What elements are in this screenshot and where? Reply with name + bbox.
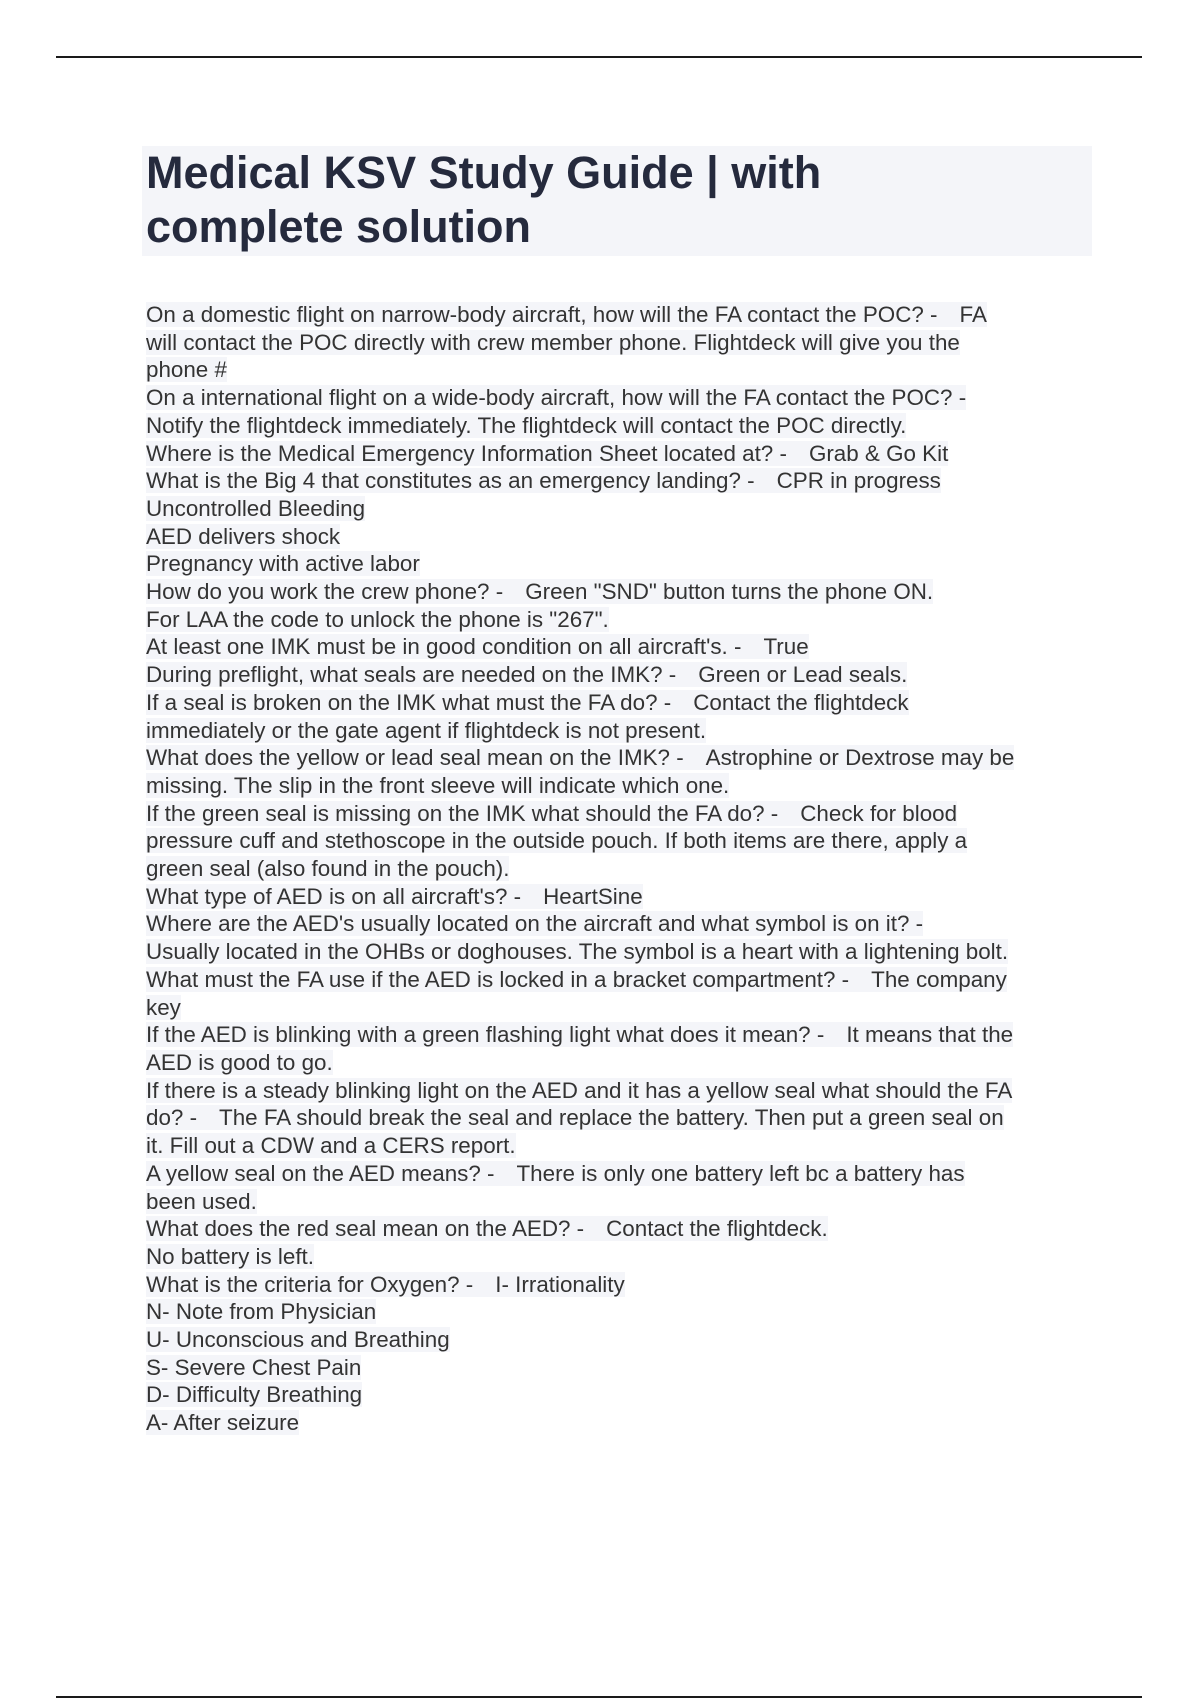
study-guide-body <box>146 301 1090 1437</box>
title-block <box>142 146 1092 256</box>
qa-line: On a domestic flight on narrow-body aircraft, how will the FA contact the POC? - FA <box>146 302 987 327</box>
qa-line: Usually located in the OHBs or doghouses. The symbol is a heart with a lightening bolt. <box>146 939 1009 965</box>
qa-line: Uncontrolled Bleeding <box>146 495 366 521</box>
qa-line: No battery is left. <box>146 1243 314 1269</box>
qa-line: key <box>146 994 181 1020</box>
answer-text: Check for blood <box>800 800 958 826</box>
qa-line: On a international flight on a wide-body aircraft, how will the FA contact the POC? - <box>146 385 967 411</box>
qa-line: U- Unconscious and Breathing <box>146 1327 450 1353</box>
answer-text: HeartSine <box>543 883 643 909</box>
qa-line: For LAA the code to unlock the phone is "267". <box>146 606 609 632</box>
qa-line: Pregnancy with active labor <box>146 551 420 577</box>
qa-line: Where is the Medical Emergency Information Sheet located at? - Grab & Go Kit <box>146 440 949 466</box>
qa-line: What does the yellow or lead seal mean on the IMK? - Astrophine or Dextrose may be <box>146 745 1015 771</box>
answer-text: Contact the flightdeck. <box>606 1216 828 1242</box>
qa-line: What is the criteria for Oxygen? - I- Irrationality <box>146 1271 625 1297</box>
answer-text: It means that the <box>846 1022 1014 1048</box>
qa-line: If there is a steady blinking light on the AED and it has a yellow seal what should the FA <box>146 1077 1013 1103</box>
top-rule <box>56 56 1142 58</box>
qa-line: How do you work the crew phone? - Green "SND" button turns the phone ON. <box>146 579 934 605</box>
qa-line: A yellow seal on the AED means? - There is only one battery left bc a battery has <box>146 1160 965 1186</box>
qa-line: D- Difficulty Breathing <box>146 1382 363 1408</box>
qa-line: will contact the POC directly with crew member phone. Flightdeck will give you the <box>146 329 960 355</box>
answer-text: CPR in progress <box>776 468 941 494</box>
answer-text: I- Irrationality <box>495 1271 625 1297</box>
qa-line: green seal (also found in the pouch). <box>146 856 510 882</box>
qa-line: it. Fill out a CDW and a CERS report. <box>146 1133 516 1159</box>
answer-text: Astrophine or Dextrose may be <box>705 745 1015 771</box>
qa-line: missing. The slip in the front sleeve will indicate which one. <box>146 772 730 798</box>
answer-text: Green or Lead seals. <box>698 662 908 688</box>
answer-text: The FA should break the seal and replace the battery. Then put a green seal on <box>219 1105 1004 1131</box>
answer-text: Grab & Go Kit <box>808 440 949 466</box>
qa-line: phone # <box>146 357 227 383</box>
answer-text: True <box>763 634 809 660</box>
qa-line: Where are the AED's usually located on the aircraft and what symbol is on it? - <box>146 911 924 937</box>
qa-line: What is the Big 4 that constitutes as an emergency landing? - CPR in progress <box>146 468 941 494</box>
bottom-rule <box>56 1696 1142 1698</box>
qa-line: What type of AED is on all aircraft's? - HeartSine <box>146 883 643 909</box>
title-line-2: complete solution <box>146 201 532 252</box>
qa-line: If the AED is blinking with a green flashing light what does it mean? - It means that the <box>146 1022 1014 1048</box>
qa-line: immediately or the gate agent if flightdeck is not present. <box>146 717 707 743</box>
qa-line: been used. <box>146 1188 257 1214</box>
qa-line: AED delivers shock <box>146 523 341 549</box>
title-line-1: Medical KSV Study Guide | with <box>146 147 822 198</box>
qa-line: pressure cuff and stethoscope in the outside pouch. If both items are there, apply a <box>146 828 968 854</box>
qa-line: Notify the flightdeck immediately. The flightdeck will contact the POC directly. <box>146 412 907 438</box>
qa-line: AED is good to go. <box>146 1049 333 1075</box>
qa-line: If the green seal is missing on the IMK what should the FA do? - Check for blood <box>146 800 958 826</box>
answer-text: FA <box>959 302 987 327</box>
qa-line: N- Note from Physician <box>146 1299 377 1325</box>
qa-line: What must the FA use if the AED is locked in a bracket compartment? - The company <box>146 966 1007 992</box>
qa-line: S- Severe Chest Pain <box>146 1354 362 1380</box>
qa-line: If a seal is broken on the IMK what must the FA do? - Contact the flightdeck <box>146 689 909 715</box>
qa-line: During preflight, what seals are needed on the IMK? - Green or Lead seals. <box>146 662 908 688</box>
answer-text: The company <box>871 966 1007 992</box>
answer-text: Contact the flightdeck <box>693 689 909 715</box>
document-title <box>142 146 1092 254</box>
qa-line: A- After seizure <box>146 1410 300 1436</box>
qa-line: At least one IMK must be in good condition on all aircraft's. - True <box>146 634 809 660</box>
answer-text: There is only one battery left bc a battery has <box>516 1160 965 1186</box>
qa-line: do? - The FA should break the seal and replace the battery. Then put a green seal on <box>146 1105 1004 1131</box>
answer-text: Green "SND" button turns the phone ON. <box>525 579 934 605</box>
qa-line: What does the red seal mean on the AED? - Contact the flightdeck. <box>146 1216 828 1242</box>
